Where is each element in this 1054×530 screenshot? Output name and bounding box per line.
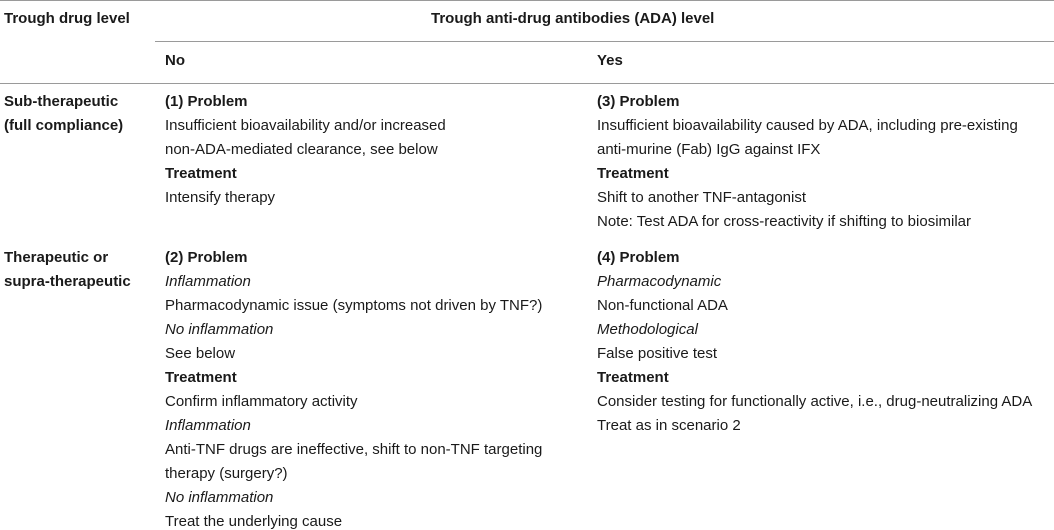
cell-line-no: Pharmacodynamic issue (symptoms not driven by TNF?): [165, 297, 543, 314]
row-label: supra-therapeutic: [4, 273, 131, 290]
cell-line-no: Intensify therapy: [165, 189, 276, 206]
cell-line-yes: Pharmacodynamic: [597, 273, 722, 290]
cell-line-yes: Methodological: [597, 321, 698, 338]
cell-line-yes: False positive test: [597, 345, 718, 362]
row-label: Therapeutic or: [4, 249, 109, 266]
cell-line-yes: Non-functional ADA: [597, 297, 728, 314]
cell-line-yes: (4) Problem: [597, 249, 680, 266]
cell-line-no: Inflammation: [165, 417, 251, 434]
row-label: Sub-therapeutic: [4, 93, 119, 110]
cell-line-no: Anti-TNF drugs are ineffective, shift to non-TNF targeting: [165, 441, 543, 458]
header-no: No: [165, 52, 185, 69]
cell-line-yes: Treatment: [597, 369, 669, 386]
cell-line-yes: Shift to another TNF-antagonist: [597, 189, 807, 206]
cell-line-no: therapy (surgery?): [165, 465, 288, 482]
cell-line-yes: anti-murine (Fab) IgG against IFX: [597, 141, 821, 158]
cell-line-no: See below: [165, 345, 236, 362]
cell-line-no: No inflammation: [165, 321, 274, 338]
cell-line-no: Confirm inflammatory activity: [165, 393, 358, 410]
header-spanner: Trough anti-drug antibodies (ADA) level: [431, 10, 715, 27]
cell-line-yes: Consider testing for functionally active, i.e., drug-neutralizing ADA: [597, 393, 1033, 410]
row-label: (full compliance): [4, 117, 124, 134]
spanner-rule: [155, 41, 1054, 42]
top-rule: [0, 0, 1054, 1]
cell-line-no: (2) Problem: [165, 249, 248, 266]
cell-line-yes: (3) Problem: [597, 93, 680, 110]
header-rule: [0, 83, 1054, 84]
cell-line-no: Treatment: [165, 165, 237, 182]
cell-line-yes: Insufficient bioavailability caused by ADA, including pre-existing: [597, 117, 1018, 134]
cell-line-no: Treatment: [165, 369, 237, 386]
cell-line-no: non-ADA-mediated clearance, see below: [165, 141, 438, 158]
cell-line-no: Treat the underlying cause: [165, 513, 343, 530]
header-col1: Trough drug level: [4, 10, 130, 27]
cell-line-yes: Note: Test ADA for cross-reactivity if shifting to biosimilar: [597, 213, 972, 230]
cell-line-no: Inflammation: [165, 273, 251, 290]
header-yes: Yes: [597, 52, 623, 69]
cell-line-no: Insufficient bioavailability and/or increased: [165, 117, 446, 134]
cell-line-no: (1) Problem: [165, 93, 248, 110]
cell-line-yes: Treat as in scenario 2: [597, 417, 741, 434]
cell-line-yes: Treatment: [597, 165, 669, 182]
cell-line-no: No inflammation: [165, 489, 274, 506]
